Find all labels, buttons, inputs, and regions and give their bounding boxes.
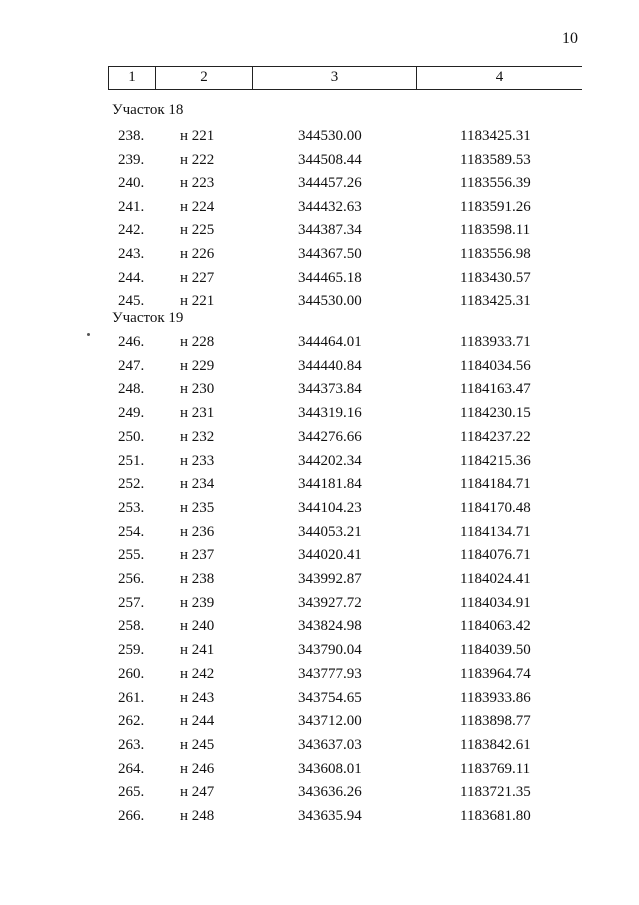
row-number: 248.	[118, 381, 145, 397]
row-number: 246.	[118, 334, 145, 350]
point-name: н 238	[180, 571, 215, 587]
row-number: 260.	[118, 666, 145, 682]
y-coordinate: 1183556.98	[460, 246, 531, 262]
x-coordinate: 343777.93	[298, 666, 362, 682]
row-number: 261.	[118, 690, 145, 706]
point-name: н 246	[180, 761, 215, 777]
y-coordinate: 1183425.31	[460, 128, 531, 144]
table-row	[0, 197, 639, 217]
table-row	[0, 220, 639, 240]
row-number: 251.	[118, 453, 145, 469]
row-number: 255.	[118, 547, 145, 563]
x-coordinate: 344432.63	[298, 199, 362, 215]
row-number: 263.	[118, 737, 145, 753]
point-name: н 222	[180, 152, 215, 168]
point-name: н 232	[180, 429, 215, 445]
table-row	[0, 735, 639, 755]
row-number: 242.	[118, 222, 145, 238]
x-coordinate: 344104.23	[298, 500, 362, 516]
y-coordinate: 1183721.35	[460, 784, 531, 800]
table-row	[0, 291, 639, 311]
y-coordinate: 1184230.15	[460, 405, 531, 421]
table-row	[0, 268, 639, 288]
table-row	[0, 126, 639, 146]
row-number: 245.	[118, 293, 145, 309]
x-coordinate: 344387.34	[298, 222, 362, 238]
point-name: н 245	[180, 737, 215, 753]
point-name: н 221	[180, 128, 215, 144]
x-coordinate: 343637.03	[298, 737, 362, 753]
row-number: 254.	[118, 524, 145, 540]
y-coordinate: 1183681.80	[460, 808, 531, 824]
point-name: н 221	[180, 293, 215, 309]
y-coordinate: 1184024.41	[460, 571, 531, 587]
table-row	[0, 332, 639, 352]
table-row	[0, 451, 639, 471]
row-number: 266.	[118, 808, 145, 824]
table-row	[0, 640, 639, 660]
row-number: 252.	[118, 476, 145, 492]
y-coordinate: 1184163.47	[460, 381, 531, 397]
row-number: 253.	[118, 500, 145, 516]
y-coordinate: 1184076.71	[460, 547, 531, 563]
table-row	[0, 593, 639, 613]
row-number: 240.	[118, 175, 145, 191]
row-number: 256.	[118, 571, 145, 587]
x-coordinate: 344464.01	[298, 334, 362, 350]
table-row	[0, 427, 639, 447]
row-number: 258.	[118, 618, 145, 634]
table-row	[0, 474, 639, 494]
point-name: н 226	[180, 246, 215, 262]
x-coordinate: 344508.44	[298, 152, 362, 168]
column-header-2: 2	[156, 67, 253, 89]
point-name: н 248	[180, 808, 215, 824]
point-name: н 242	[180, 666, 215, 682]
x-coordinate: 343712.00	[298, 713, 362, 729]
point-name: н 239	[180, 595, 215, 611]
y-coordinate: 1183425.31	[460, 293, 531, 309]
column-header-3: 3	[253, 67, 417, 89]
table-row	[0, 664, 639, 684]
row-number: 262.	[118, 713, 145, 729]
row-number: 239.	[118, 152, 145, 168]
row-number: 241.	[118, 199, 145, 215]
point-name: н 234	[180, 476, 215, 492]
table-row	[0, 759, 639, 779]
table-row	[0, 616, 639, 636]
x-coordinate: 344020.41	[298, 547, 362, 563]
table-row	[0, 498, 639, 518]
y-coordinate: 1183964.74	[460, 666, 531, 682]
y-coordinate: 1183933.86	[460, 690, 531, 706]
x-coordinate: 344053.21	[298, 524, 362, 540]
point-name: н 227	[180, 270, 215, 286]
x-coordinate: 344319.16	[298, 405, 362, 421]
x-coordinate: 343608.01	[298, 761, 362, 777]
y-coordinate: 1183589.53	[460, 152, 531, 168]
x-coordinate: 344181.84	[298, 476, 362, 492]
y-coordinate: 1184039.50	[460, 642, 531, 658]
row-number: 265.	[118, 784, 145, 800]
table-row	[0, 379, 639, 399]
y-coordinate: 1184063.42	[460, 618, 531, 634]
point-name: н 237	[180, 547, 215, 563]
column-header-1: 1	[108, 67, 156, 89]
y-coordinate: 1184215.36	[460, 453, 531, 469]
table-row	[0, 244, 639, 264]
x-coordinate: 343992.87	[298, 571, 362, 587]
point-name: н 225	[180, 222, 215, 238]
x-coordinate: 344457.26	[298, 175, 362, 191]
table-row	[0, 569, 639, 589]
x-coordinate: 344530.00	[298, 293, 362, 309]
point-name: н 229	[180, 358, 215, 374]
row-number: 243.	[118, 246, 145, 262]
y-coordinate: 1183898.77	[460, 713, 531, 729]
section-title: Участок 19	[112, 310, 184, 326]
row-number: 257.	[118, 595, 145, 611]
x-coordinate: 344373.84	[298, 381, 362, 397]
point-name: н 224	[180, 199, 215, 215]
row-number: 244.	[118, 270, 145, 286]
x-coordinate: 344276.66	[298, 429, 362, 445]
table-row	[0, 711, 639, 731]
point-name: н 228	[180, 334, 215, 350]
y-coordinate: 1184170.48	[460, 500, 531, 516]
row-number: 249.	[118, 405, 145, 421]
y-coordinate: 1183769.11	[460, 761, 531, 777]
point-name: н 231	[180, 405, 215, 421]
x-coordinate: 344465.18	[298, 270, 362, 286]
y-coordinate: 1183598.11	[460, 222, 531, 238]
y-coordinate: 1183556.39	[460, 175, 531, 191]
row-number: 247.	[118, 358, 145, 374]
point-name: н 241	[180, 642, 215, 658]
x-coordinate: 344367.50	[298, 246, 362, 262]
point-name: н 233	[180, 453, 215, 469]
section-title: Участок 18	[112, 102, 184, 118]
table-row	[0, 403, 639, 423]
x-coordinate: 343754.65	[298, 690, 362, 706]
x-coordinate: 343824.98	[298, 618, 362, 634]
column-header-4: 4	[495, 69, 504, 85]
x-coordinate: 343636.26	[298, 784, 362, 800]
table-row	[0, 782, 639, 802]
point-name: н 235	[180, 500, 215, 516]
x-coordinate: 343635.94	[298, 808, 362, 824]
y-coordinate: 1184034.56	[460, 358, 531, 374]
x-coordinate: 344530.00	[298, 128, 362, 144]
y-coordinate: 1184034.91	[460, 595, 531, 611]
x-coordinate: 343927.72	[298, 595, 362, 611]
table-row	[0, 806, 639, 826]
x-coordinate: 344202.34	[298, 453, 362, 469]
table-row	[0, 150, 639, 170]
table-row	[0, 356, 639, 376]
table-row	[0, 173, 639, 193]
table-row	[0, 688, 639, 708]
table-row	[0, 545, 639, 565]
x-coordinate: 344440.84	[298, 358, 362, 374]
point-name: н 247	[180, 784, 215, 800]
y-coordinate: 1183933.71	[460, 334, 531, 350]
point-name: н 243	[180, 690, 215, 706]
point-name: н 223	[180, 175, 215, 191]
point-name: н 240	[180, 618, 215, 634]
y-coordinate: 1184134.71	[460, 524, 531, 540]
row-number: 238.	[118, 128, 145, 144]
table-row	[0, 522, 639, 542]
row-number: 259.	[118, 642, 145, 658]
row-number: 264.	[118, 761, 145, 777]
point-name: н 236	[180, 524, 215, 540]
y-coordinate: 1183430.57	[460, 270, 531, 286]
point-name: н 230	[180, 381, 215, 397]
y-coordinate: 1183591.26	[460, 199, 531, 215]
point-name: н 244	[180, 713, 215, 729]
x-coordinate: 343790.04	[298, 642, 362, 658]
y-coordinate: 1183842.61	[460, 737, 531, 753]
row-number: 250.	[118, 429, 145, 445]
y-coordinate: 1184184.71	[460, 476, 531, 492]
y-coordinate: 1184237.22	[460, 429, 531, 445]
page-number: 10	[562, 30, 578, 47]
